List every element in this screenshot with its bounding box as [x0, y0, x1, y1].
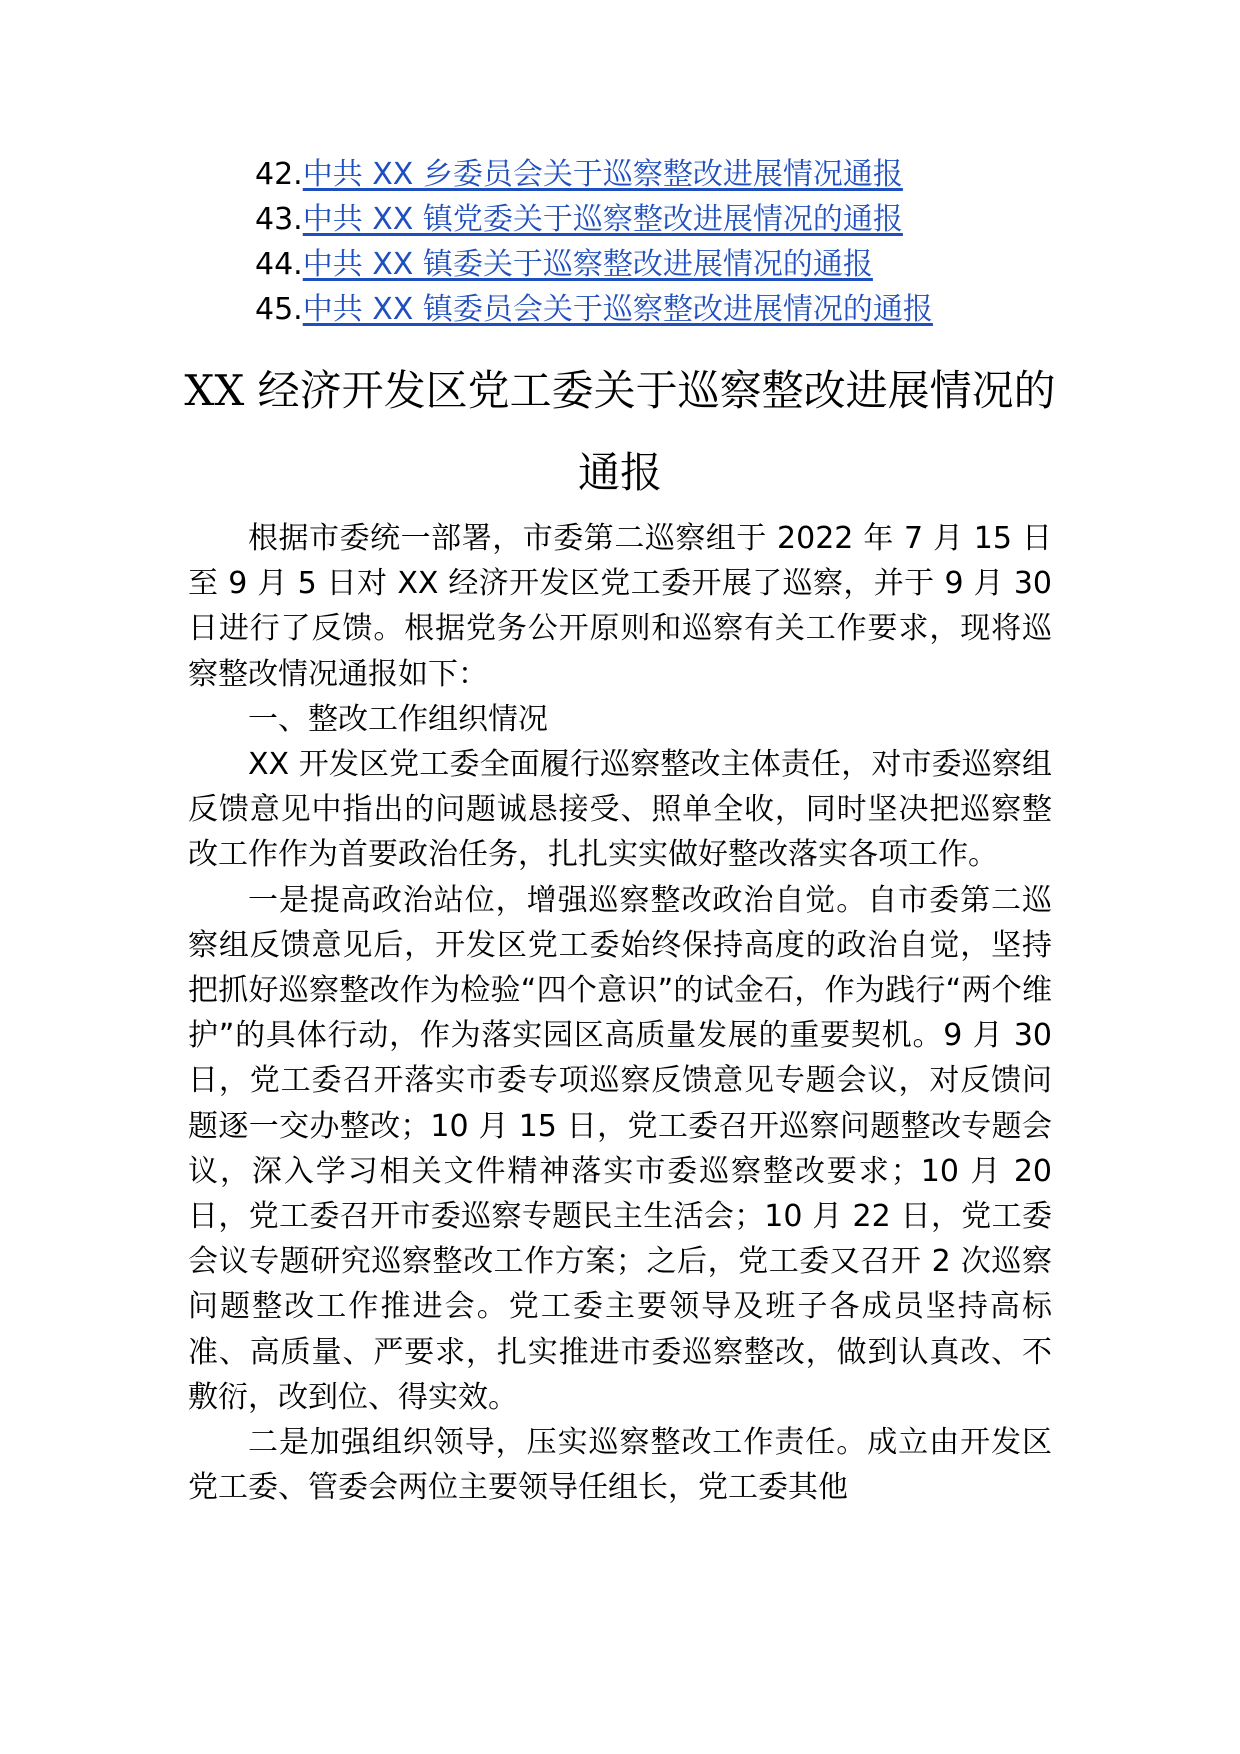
toc-item[interactable]: [255, 197, 1055, 242]
toc-item[interactable]: [255, 152, 1055, 197]
toc-item[interactable]: [255, 287, 1055, 332]
toc-link[interactable]: 中共 XX 乡委员会关于巡察整改进展情况通报: [302, 157, 903, 192]
body-paragraph: XX 开发区党工委全面履行巡察整改主体责任，对市委巡察组反馈意见中指出的问题诚恳接受、照单全收，同时坚决把巡察整改工作作为首要政治任务，扎扎实实做好整改落实各项工作。: [188, 747, 1052, 873]
toc-number: 45.: [255, 292, 303, 327]
toc-item[interactable]: [255, 242, 1055, 287]
body-paragraph: 一是提高政治站位，增强巡察整改政治自觉。自市委第二巡察组反馈意见后，开发区党工委始终保持高度的政治自觉，坚持把抓好巡察整改作为检验“四个意识”的试金石，作为践行“两个维护”的具体行动，作为落实园区高质量发展的重要契机。9 月 30 日，党工委召开落实市委专项巡察反馈意见专题会议，对反馈问题逐一交办整改；10 月 15 日，党工委召开巡察问题整改专题会议，深入学习相关文件精神落实市委巡察整改要求；10 月 20 日，党工委召开市委巡察专题民主生活会；10 月 22 日，党工委会议专题研究巡察整改工作方案；之后，党工委又召开 2 次巡察问题整改工作推进会。党工委主要领导及班子各成员坚持高标准、高质量、严要求，扎实推进市委巡察整改，做到认真改、不敷衍，改到位、得实效。: [188, 882, 1052, 1415]
toc-number: 44.: [255, 247, 303, 282]
body-paragraph: 根据市委统一部署，市委第二巡察组于 2022 年 7 月 15 日至 9 月 5 日对 XX 经济开发区党工委开展了巡察，并于 9 月 30 日进行了反馈。根据党务公开原则和巡察有关工作要求，现将巡察整改情况通报如下：: [188, 521, 1052, 692]
section-heading: 一、整改工作组织情况: [248, 701, 548, 737]
body-paragraph: 二是加强组织领导，压实巡察整改工作责任。成立由开发区党工委、管委会两位主要领导任组长，党工委其他: [188, 1425, 1052, 1506]
toc-number: 42.: [255, 157, 303, 192]
toc-link[interactable]: 中共 XX 镇委员会关于巡察整改进展情况的通报: [302, 292, 933, 327]
toc-list: [255, 152, 1055, 332]
document-body: [188, 516, 1052, 1510]
document-title: XX 经济开发区党工委关于巡察整改进展情况的通报: [184, 366, 1056, 497]
toc-link[interactable]: 中共 XX 镇委关于巡察整改进展情况的通报: [302, 247, 873, 282]
toc-link[interactable]: 中共 XX 镇党委关于巡察整改进展情况的通报: [302, 202, 903, 237]
toc-number: 43.: [255, 202, 303, 237]
